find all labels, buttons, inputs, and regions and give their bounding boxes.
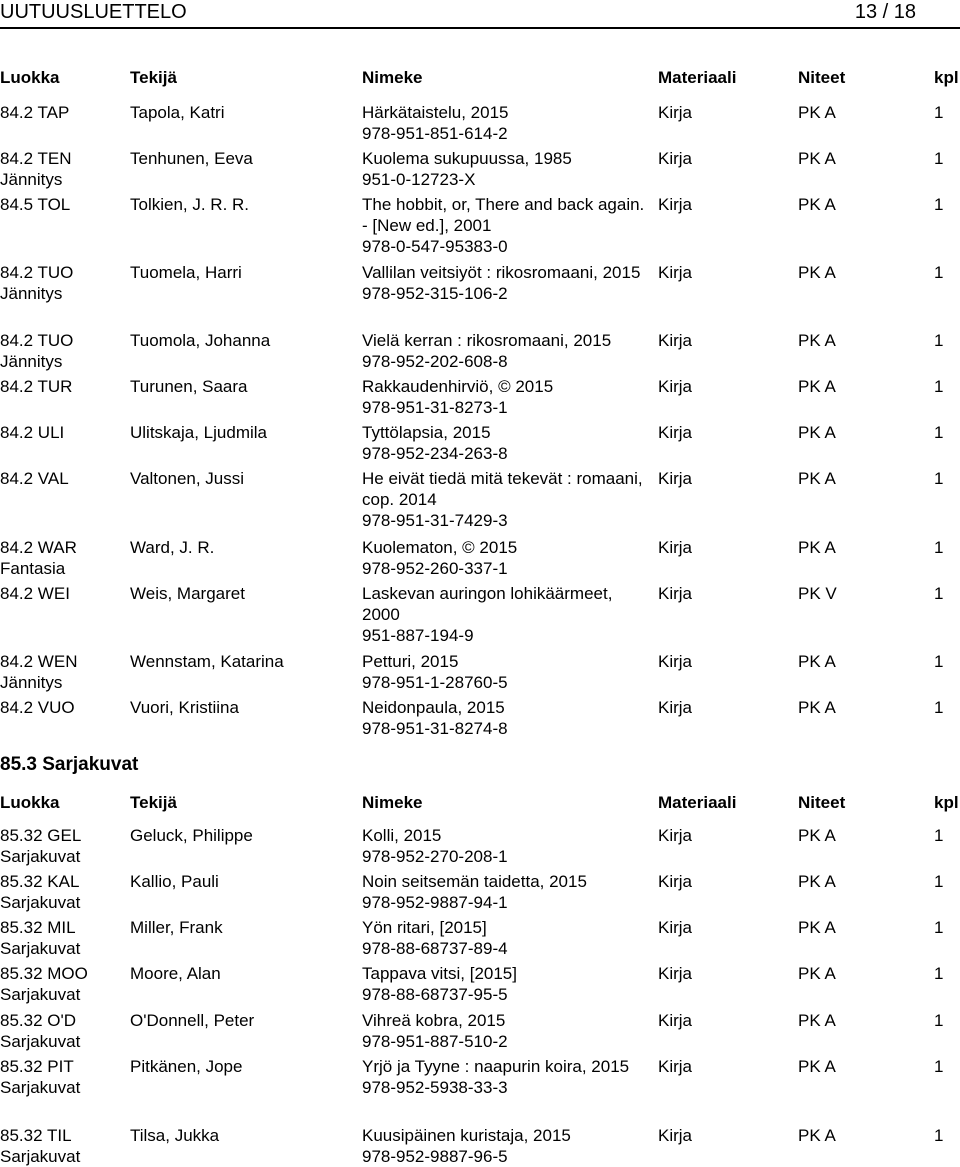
- cell-kpl: 1: [934, 872, 944, 891]
- cell-nimeke: [362, 1010, 652, 1052]
- title-text: Härkätaistelu, 2015: [362, 103, 509, 122]
- cell-niteet: PK A: [798, 263, 836, 282]
- cell-tekija: Ward, J. R.: [130, 538, 215, 557]
- cell-kpl: 1: [934, 698, 944, 717]
- col-tekija: Tekijä: [130, 793, 177, 812]
- cell-materiaali: Kirja: [658, 423, 693, 442]
- cell-nimeke: [362, 697, 652, 739]
- cell-materiaali: Kirja: [658, 149, 693, 168]
- cell-tekija: Tolkien, J. R. R.: [130, 195, 250, 214]
- cell-tekija: Pitkänen, Jope: [130, 1057, 243, 1076]
- cell-nimeke: [362, 1056, 652, 1098]
- cell-kpl: 1: [934, 103, 944, 122]
- cell-materiaali: Kirja: [658, 377, 693, 396]
- title-text: Kuolematon, © 2015: [362, 538, 518, 557]
- cell-luokka: 84.2 TAP: [0, 103, 70, 122]
- cell-materiaali: Kirja: [658, 263, 693, 282]
- col-niteet: Niteet: [798, 68, 846, 87]
- cell-niteet: PK A: [798, 652, 836, 671]
- col-nimeke: Nimeke: [362, 793, 423, 812]
- cell-luokka: 85.32 PIT Sarjakuvat: [0, 1057, 81, 1097]
- cell-luokka: 85.32 KAL Sarjakuvat: [0, 872, 81, 912]
- cell-nimeke: [362, 583, 652, 646]
- title-text: Yrjö ja Tyyne : naapurin koira, 2015: [362, 1057, 630, 1076]
- cell-tekija: Miller, Frank: [130, 918, 223, 937]
- cell-materiaali: Kirja: [658, 584, 693, 603]
- isbn-text: 978-88-68737-89-4: [362, 939, 508, 958]
- cell-luokka: 84.2 WEN Jännitys: [0, 652, 78, 692]
- cell-niteet: PK A: [798, 1011, 836, 1030]
- cell-nimeke: [362, 963, 652, 1005]
- title-text: Kuolema sukupuussa, 1985: [362, 149, 572, 168]
- cell-nimeke: [362, 917, 652, 959]
- cell-kpl: 1: [934, 331, 944, 350]
- cell-luokka: 85.32 MOO Sarjakuvat: [0, 964, 88, 1004]
- cell-niteet: PK A: [798, 195, 836, 214]
- isbn-text: 951-0-12723-X: [362, 170, 476, 189]
- cell-materiaali: Kirja: [658, 195, 693, 214]
- col-luokka: Luokka: [0, 793, 60, 812]
- column-headers-2: [0, 793, 960, 815]
- title-text: The hobbit, or, There and back again. - [New ed.], 2001: [362, 195, 645, 235]
- col-kpl: kpl: [934, 793, 959, 812]
- cell-nimeke: [362, 330, 652, 372]
- cell-tekija: Tuomela, Harri: [130, 263, 242, 282]
- cell-kpl: 1: [934, 469, 944, 488]
- isbn-text: 978-952-9887-96-5: [362, 1147, 508, 1166]
- title-text: He eivät tiedä mitä tekevät : romaani, cop. 2014: [362, 469, 643, 509]
- cell-materiaali: Kirja: [658, 331, 693, 350]
- title-text: Tyttölapsia, 2015: [362, 423, 491, 442]
- cell-niteet: PK A: [798, 964, 836, 983]
- col-tekija: Tekijä: [130, 68, 177, 87]
- cell-kpl: 1: [934, 826, 944, 845]
- cell-nimeke: [362, 148, 652, 190]
- cell-materiaali: Kirja: [658, 872, 693, 891]
- cell-nimeke: [362, 1125, 652, 1167]
- cell-niteet: PK A: [798, 538, 836, 557]
- cell-luokka: 84.2 TEN Jännitys: [0, 149, 72, 189]
- isbn-text: 978-952-270-208-1: [362, 847, 508, 866]
- isbn-text: 978-0-547-95383-0: [362, 237, 508, 256]
- cell-materiaali: Kirja: [658, 103, 693, 122]
- cell-kpl: 1: [934, 377, 944, 396]
- isbn-text: 978-951-31-7429-3: [362, 511, 508, 530]
- cell-niteet: PK A: [798, 826, 836, 845]
- cell-luokka: 85.32 GEL Sarjakuvat: [0, 826, 81, 866]
- cell-luokka: 84.2 TUO Jännitys: [0, 331, 74, 371]
- cell-kpl: 1: [934, 652, 944, 671]
- cell-nimeke: [362, 871, 652, 913]
- cell-kpl: 1: [934, 918, 944, 937]
- cell-kpl: 1: [934, 423, 944, 442]
- isbn-text: 978-952-234-263-8: [362, 444, 508, 463]
- isbn-text: 951-887-194-9: [362, 626, 474, 645]
- cell-materiaali: Kirja: [658, 826, 693, 845]
- cell-materiaali: Kirja: [658, 538, 693, 557]
- isbn-text: 978-952-9887-94-1: [362, 893, 508, 912]
- cell-tekija: Kallio, Pauli: [130, 872, 219, 891]
- title-text: Tappava vitsi, [2015]: [362, 964, 517, 983]
- cell-niteet: PK A: [798, 149, 836, 168]
- cell-nimeke: [362, 194, 652, 257]
- isbn-text: 978-951-31-8274-8: [362, 719, 508, 738]
- cell-tekija: Turunen, Saara: [130, 377, 248, 396]
- title-text: Rakkaudenhirviö, © 2015: [362, 377, 554, 396]
- cell-niteet: PK A: [798, 918, 836, 937]
- cell-materiaali: Kirja: [658, 469, 693, 488]
- cell-tekija: Geluck, Philippe: [130, 826, 253, 845]
- cell-kpl: 1: [934, 195, 944, 214]
- cell-kpl: 1: [934, 584, 944, 603]
- isbn-text: 978-951-887-510-2: [362, 1032, 508, 1051]
- title-text: Vallilan veitsiyöt : rikosromaani, 2015: [362, 263, 641, 282]
- cell-luokka: 85.32 TIL Sarjakuvat: [0, 1126, 81, 1166]
- cell-niteet: PK A: [798, 872, 836, 891]
- title-text: Petturi, 2015: [362, 652, 459, 671]
- cell-tekija: Ulitskaja, Ljudmila: [130, 423, 267, 442]
- cell-kpl: 1: [934, 263, 944, 282]
- cell-nimeke: [362, 102, 652, 144]
- cell-niteet: PK A: [798, 331, 836, 350]
- isbn-text: 978-952-5938-33-3: [362, 1078, 508, 1097]
- cell-tekija: Weis, Margaret: [130, 584, 245, 603]
- cell-kpl: 1: [934, 1126, 944, 1145]
- cell-materiaali: Kirja: [658, 1011, 693, 1030]
- cell-nimeke: [362, 422, 652, 464]
- page-header: [0, 0, 960, 24]
- cell-luokka: 84.2 ULI: [0, 423, 65, 442]
- cell-tekija: Tapola, Katri: [130, 103, 225, 122]
- cell-materiaali: Kirja: [658, 918, 693, 937]
- title-text: Kuusipäinen kuristaja, 2015: [362, 1126, 571, 1145]
- isbn-text: 978-951-851-614-2: [362, 124, 508, 143]
- column-headers-1: [0, 68, 960, 90]
- cell-tekija: Tenhunen, Eeva: [130, 149, 253, 168]
- cell-luokka: 84.2 TUR: [0, 377, 73, 396]
- cell-luokka: 84.2 WAR Fantasia: [0, 538, 77, 578]
- col-luokka: Luokka: [0, 68, 60, 87]
- cell-luokka: 84.2 VAL: [0, 469, 69, 488]
- cell-niteet: PK A: [798, 1126, 836, 1145]
- cell-niteet: PK A: [798, 469, 836, 488]
- cell-nimeke: [362, 651, 652, 693]
- cell-kpl: 1: [934, 1057, 944, 1076]
- cell-kpl: 1: [934, 538, 944, 557]
- cell-nimeke: [362, 468, 652, 531]
- title-text: Laskevan auringon lohikäärmeet, 2000: [362, 584, 613, 624]
- cell-niteet: PK A: [798, 1057, 836, 1076]
- isbn-text: 978-952-202-608-8: [362, 352, 508, 371]
- cell-tekija: Vuori, Kristiina: [130, 698, 239, 717]
- title-text: Kolli, 2015: [362, 826, 442, 845]
- title-text: Noin seitsemän taidetta, 2015: [362, 872, 587, 891]
- cell-materiaali: Kirja: [658, 652, 693, 671]
- col-materiaali: Materiaali: [658, 68, 737, 87]
- isbn-text: 978-952-260-337-1: [362, 559, 508, 578]
- cell-tekija: Tuomola, Johanna: [130, 331, 271, 350]
- isbn-text: 978-88-68737-95-5: [362, 985, 508, 1004]
- cell-luokka: 85.32 MIL Sarjakuvat: [0, 918, 81, 958]
- cell-kpl: 1: [934, 149, 944, 168]
- cell-niteet: PK A: [798, 698, 836, 717]
- cell-nimeke: [362, 262, 652, 304]
- cell-tekija: Tilsa, Jukka: [130, 1126, 220, 1145]
- cell-materiaali: Kirja: [658, 698, 693, 717]
- cell-materiaali: Kirja: [658, 1126, 693, 1145]
- cell-materiaali: Kirja: [658, 1057, 693, 1076]
- cell-nimeke: [362, 537, 652, 579]
- cell-niteet: PK V: [798, 584, 837, 603]
- cell-luokka: 84.2 VUO: [0, 698, 75, 717]
- isbn-text: 978-951-1-28760-5: [362, 673, 508, 692]
- catalog-title: UUTUUSLUETTELO: [0, 1, 187, 23]
- cell-luokka: 85.32 O'D Sarjakuvat: [0, 1011, 81, 1051]
- cell-kpl: 1: [934, 1011, 944, 1030]
- title-text: Vielä kerran : rikosromaani, 2015: [362, 331, 612, 350]
- col-nimeke: Nimeke: [362, 68, 423, 87]
- cell-luokka: 84.5 TOL: [0, 195, 71, 214]
- cell-niteet: PK A: [798, 423, 836, 442]
- header-divider: [0, 27, 960, 29]
- section-title: 85.3 Sarjakuvat: [0, 754, 139, 775]
- col-niteet: Niteet: [798, 793, 846, 812]
- cell-nimeke: [362, 825, 652, 867]
- title-text: Neidonpaula, 2015: [362, 698, 505, 717]
- cell-kpl: 1: [934, 964, 944, 983]
- cell-materiaali: Kirja: [658, 964, 693, 983]
- cell-luokka: 84.2 WEI: [0, 584, 70, 603]
- cell-tekija: Moore, Alan: [130, 964, 221, 983]
- isbn-text: 978-951-31-8273-1: [362, 398, 508, 417]
- cell-tekija: Valtonen, Jussi: [130, 469, 245, 488]
- page-number: 13 / 18: [854, 1, 916, 23]
- cell-tekija: O'Donnell, Peter: [130, 1011, 255, 1030]
- col-materiaali: Materiaali: [658, 793, 737, 812]
- col-kpl: kpl: [934, 68, 959, 87]
- cell-niteet: PK A: [798, 377, 836, 396]
- cell-niteet: PK A: [798, 103, 836, 122]
- cell-tekija: Wennstam, Katarina: [130, 652, 284, 671]
- cell-nimeke: [362, 376, 652, 418]
- title-text: Yön ritari, [2015]: [362, 918, 487, 937]
- cell-luokka: 84.2 TUO Jännitys: [0, 263, 74, 303]
- isbn-text: 978-952-315-106-2: [362, 284, 508, 303]
- title-text: Vihreä kobra, 2015: [362, 1011, 506, 1030]
